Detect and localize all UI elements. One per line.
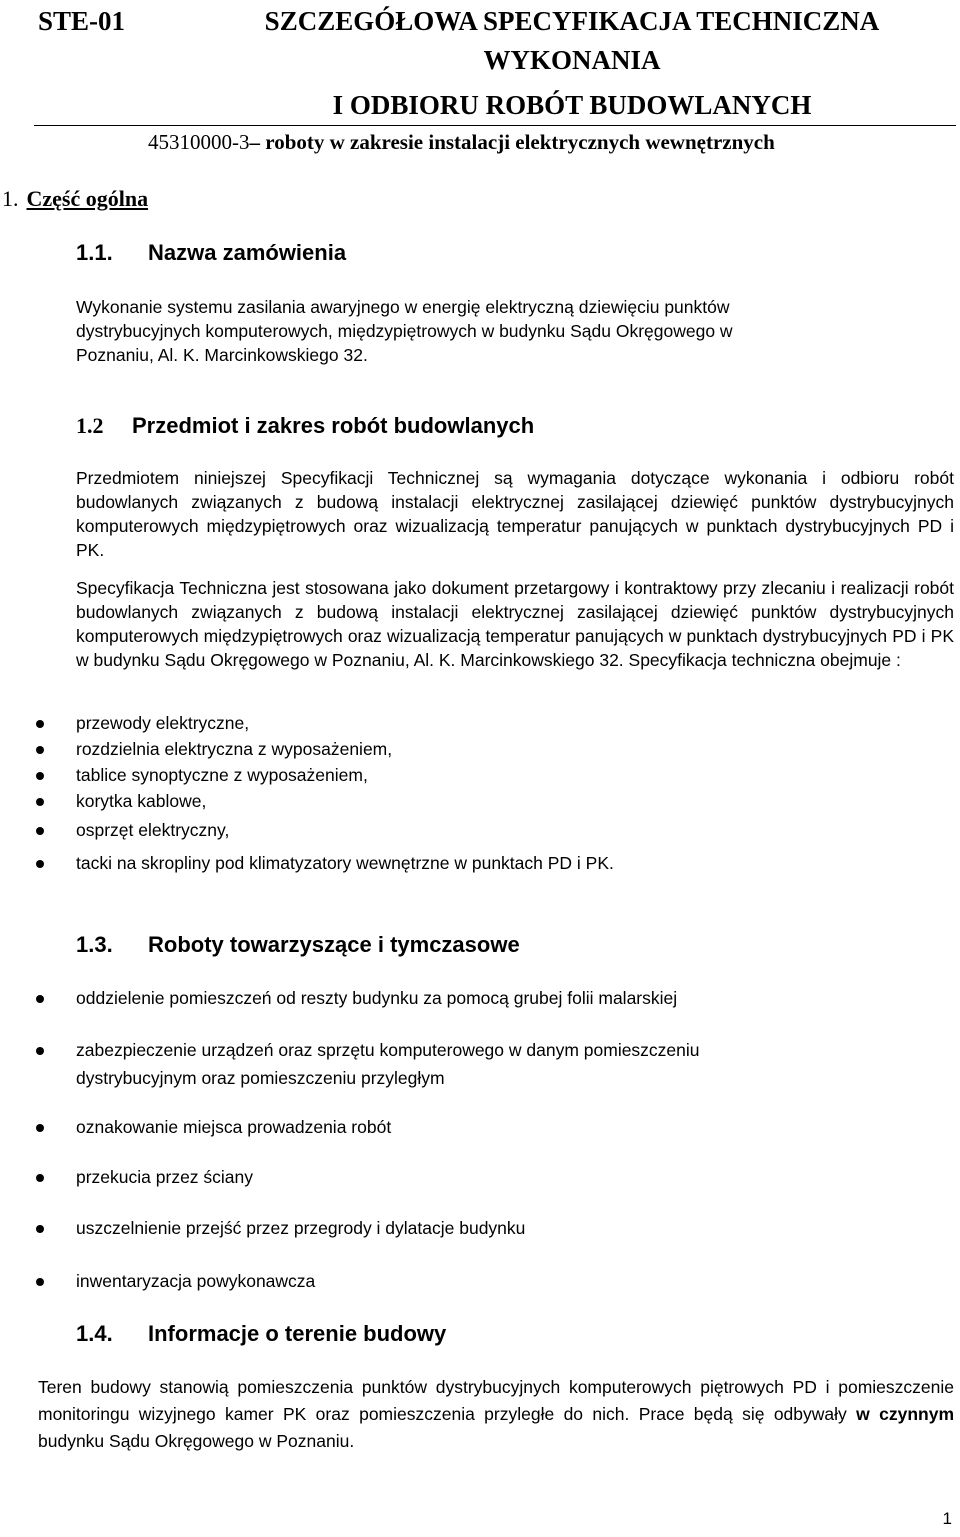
list-item: przekucia przez ściany (76, 1167, 253, 1188)
bullet-icon (36, 772, 44, 780)
list-item: oddzielenie pomieszczeń od reszty budynku za pomocą grubej folii malarskiej (76, 988, 677, 1009)
list-item: oznakowanie miejsca prowadzenia robót (76, 1117, 391, 1138)
section-number: 1.2 (76, 413, 104, 438)
emphasis-text: w czynnym (856, 1404, 954, 1424)
page-number: 1 (942, 1509, 952, 1528)
bullet-icon (36, 746, 44, 754)
bullet-icon (36, 827, 44, 835)
section-number: 1.1. (76, 240, 113, 265)
list-item: uszczelnienie przejść przez przegrody i dylatacje budynku (76, 1218, 525, 1239)
section-title: Roboty towarzyszące i tymczasowe (148, 932, 520, 957)
bullet-icon (36, 1124, 44, 1132)
part-label: Część ogólna (26, 186, 149, 211)
part-heading (2, 186, 148, 212)
section-1-2-paragraph-2: Specyfikacja Techniczna jest stosowana jako dokument przetargowy i kontraktowy przy zlecaniu i realizacji robót budowlanych związanych z budową instalacji elektrycznej zasilającej dziewięć punktów dystrybucyjnych komputerowych międzypiętrowych oraz wizualizacją temperatur panujących w punktach dystrybucyjnych PD i PK w budynku Sądu Okręgowego w Poznaniu, Al. K. Marcinkowskiego 32. Specyfikacja techniczna obejmuje : (76, 578, 954, 670)
cpv-line (148, 130, 775, 155)
list-item: rozdzielnia elektryczna z wyposażeniem, (76, 739, 392, 760)
section-1-2-heading (76, 413, 534, 439)
section-title: Nazwa zamówienia (148, 240, 347, 265)
list-item: korytka kablowe, (76, 791, 206, 812)
list-item: przewody elektryczne, (76, 713, 249, 734)
section-1-1-line-2: dystrybucyjnych komputerowych, międzypiętrowych w budynku Sądu Okręgowego w (76, 321, 733, 341)
list-item-continuation: dystrybucyjnym oraz pomieszczeniu przyległym (76, 1068, 445, 1088)
section-1-1-heading (76, 240, 346, 266)
bullet-icon (36, 860, 44, 868)
document-title-line-2: WYKONANIA (483, 45, 661, 75)
section-1-4-heading (76, 1321, 446, 1347)
section-title: Przedmiot i zakres robót budowlanych (132, 413, 535, 438)
bullet-icon (36, 1278, 44, 1286)
document-title-line-3: I ODBIORU ROBÓT BUDOWLANYCH (332, 90, 812, 120)
bullet-icon (36, 1047, 44, 1055)
bullet-icon (36, 798, 44, 806)
bullet-icon (36, 1174, 44, 1182)
section-title: Informacje o terenie budowy (148, 1321, 447, 1346)
section-1-1-line-1: Wykonanie systemu zasilania awaryjnego w energię elektryczną dziewięciu punktów (76, 297, 730, 317)
section-number: 1.3. (76, 932, 113, 957)
document-code: STE-01 (38, 6, 126, 36)
bullet-icon (36, 720, 44, 728)
list-item: osprzęt elektryczny, (76, 820, 229, 841)
document-title-line-1: SZCZEGÓŁOWA SPECYFIKACJA TECHNICZNA (264, 6, 880, 36)
section-1-3-heading (76, 932, 520, 958)
bullet-icon (36, 995, 44, 1003)
list-item: zabezpieczenie urządzeń oraz sprzętu komputerowego w danym pomieszczeniu (76, 1040, 700, 1061)
list-item: tablice synoptyczne z wyposażeniem, (76, 765, 368, 786)
cpv-code: 45310000-3 (148, 130, 250, 154)
list-item: inwentaryzacja powykonawcza (76, 1271, 315, 1292)
header-divider (34, 125, 956, 126)
part-number: 1. (2, 186, 19, 211)
bullet-icon (36, 1225, 44, 1233)
section-1-1-line-3: Poznaniu, Al. K. Marcinkowskiego 32. (76, 345, 368, 365)
section-1-2-paragraph-1: Przedmiotem niniejszej Specyfikacji Technicznej są wymagania dotyczące wykonania i odbioru robót budowlanych związanych z budową instalacji elektrycznej zasilającej dziewięć punktów dystrybucyjnych komputerowych międzypiętrowych oraz wizualizacją temperatur panujących w punktach dystrybucyjnych PD i PK. (76, 468, 954, 560)
cpv-description: – roboty w zakresie instalacji elektrycznych wewnętrznych (249, 130, 775, 154)
section-number: 1.4. (76, 1321, 113, 1346)
section-1-4-paragraph: Teren budowy stanowią pomieszczenia punktów dystrybucyjnych komputerowych piętrowych PD i pomieszczenie monitoringu wizyjnego kamer PK oraz pomieszczenia przyległe do nich. Prace będą się odbywały w czynnym budynku Sądu Okręgowego w Poznaniu. (38, 1377, 954, 1451)
list-item: tacki na skropliny pod klimatyzatory wewnętrzne w punktach PD i PK. (76, 853, 614, 874)
